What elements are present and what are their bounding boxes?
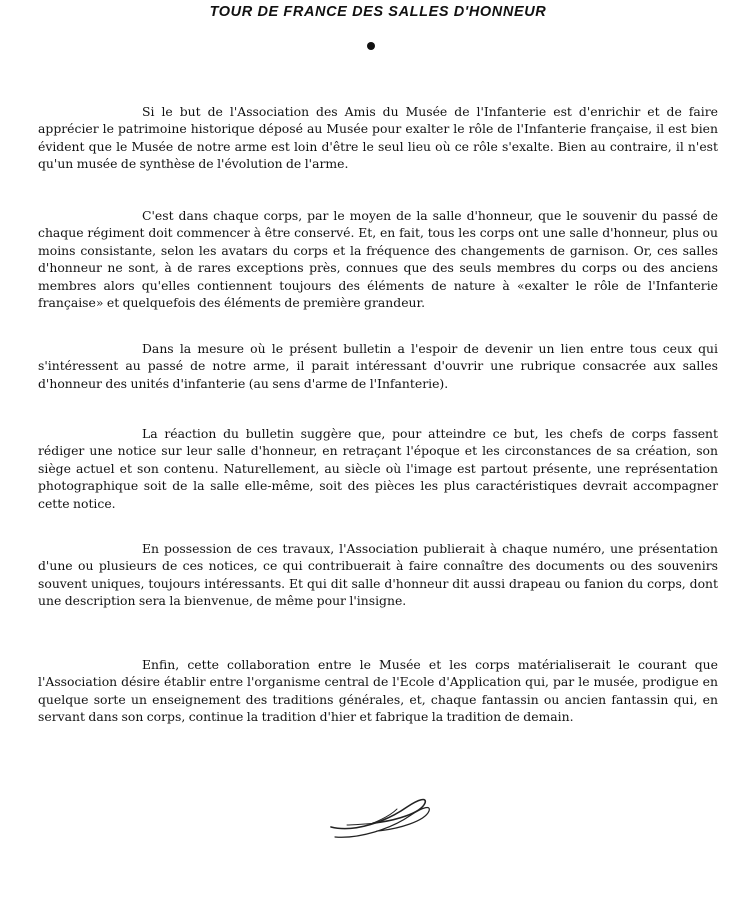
paragraph-2: C'est dans chaque corps, par le moyen de la salle d'honneur, que le souvenir du passé de chaque régiment doit commencer à être conservé. Et, en fait, tous les corps ont une salle d'honneur, plus ou moins consistante, selon les avatars du corps et la fréquence des changements de garnison. Or, ces salles d'honneur ne sont, à de rares exceptions près, connues que des seuls membres du corps ou des anciens membres alors qu'elles contiennent toujours des éléments de nature à «exalter le rôle de l'Infanterie française» et quelquefois des éléments de première grandeur.: [38, 208, 718, 311]
paragraph-4: La réaction du bulletin suggère que, pour atteindre ce but, les chefs de corps fassent rédiger une notice sur leur salle d'honneur, en retraçant l'époque et les circonstances de sa création, son siège actuel et son contenu. Naturellement, au siècle où l'image est partout présente, une représentation photographique soit de la salle elle-même, soit des pièces les plus caractéristiques devrait accompagner cette notice.: [38, 426, 718, 511]
paragraph-5: En possession de ces travaux, l'Association publierait à chaque numéro, une présentation d'une ou plusieurs de ces notices, ce qui contribuerait à faire connaître des documents ou des souvenirs souvent uniques, toujours intéressants. Et qui dit salle d'honneur dit aussi drapeau ou fanion du corps, dont une description sera la bienvenue, de même pour l'insigne.: [38, 541, 718, 609]
paragraph-6: Enfin, cette collaboration entre le Musée et les corps matérialiserait le courant que l'Association désire établir entre l'organisme central de l'Ecole d'Application qui, par le musée, prodigue en quelque sorte un enseignement des traditions générales, et, chaque fantassin ou ancien fantassin qui, en servant dans son corps, continue la tradition d'hier et fabrique la tradition de demain.: [38, 657, 718, 725]
page-title: TOUR DE FRANCE DES SALLES D'HONNEUR: [209, 4, 547, 20]
paragraph-3: Dans la mesure où le présent bulletin a l'espoir de devenir un lien entre tous ceux qui s'intéressent au passé de notre arme, il parait intéressant d'ouvrir une rubrique consacrée aux salles d'honneur des unités d'infanterie (au sens d'arme de l'Infanterie).: [38, 341, 718, 391]
bullet-dot-icon: [367, 42, 375, 50]
calligraphic-flourish-icon: [325, 793, 435, 843]
paragraph-1: Si le but de l'Association des Amis du Musée de l'Infanterie est d'enrichir et de faire apprécier le patrimoine historique déposé au Musée pour exalter le rôle de l'Infanterie française, il est bien évident que le Musée de notre arme est loin d'être le seul lieu où ce rôle s'exalte. Bien au contraire, il n'est qu'un musée de synthèse de l'évolution de l'arme.: [38, 104, 718, 172]
